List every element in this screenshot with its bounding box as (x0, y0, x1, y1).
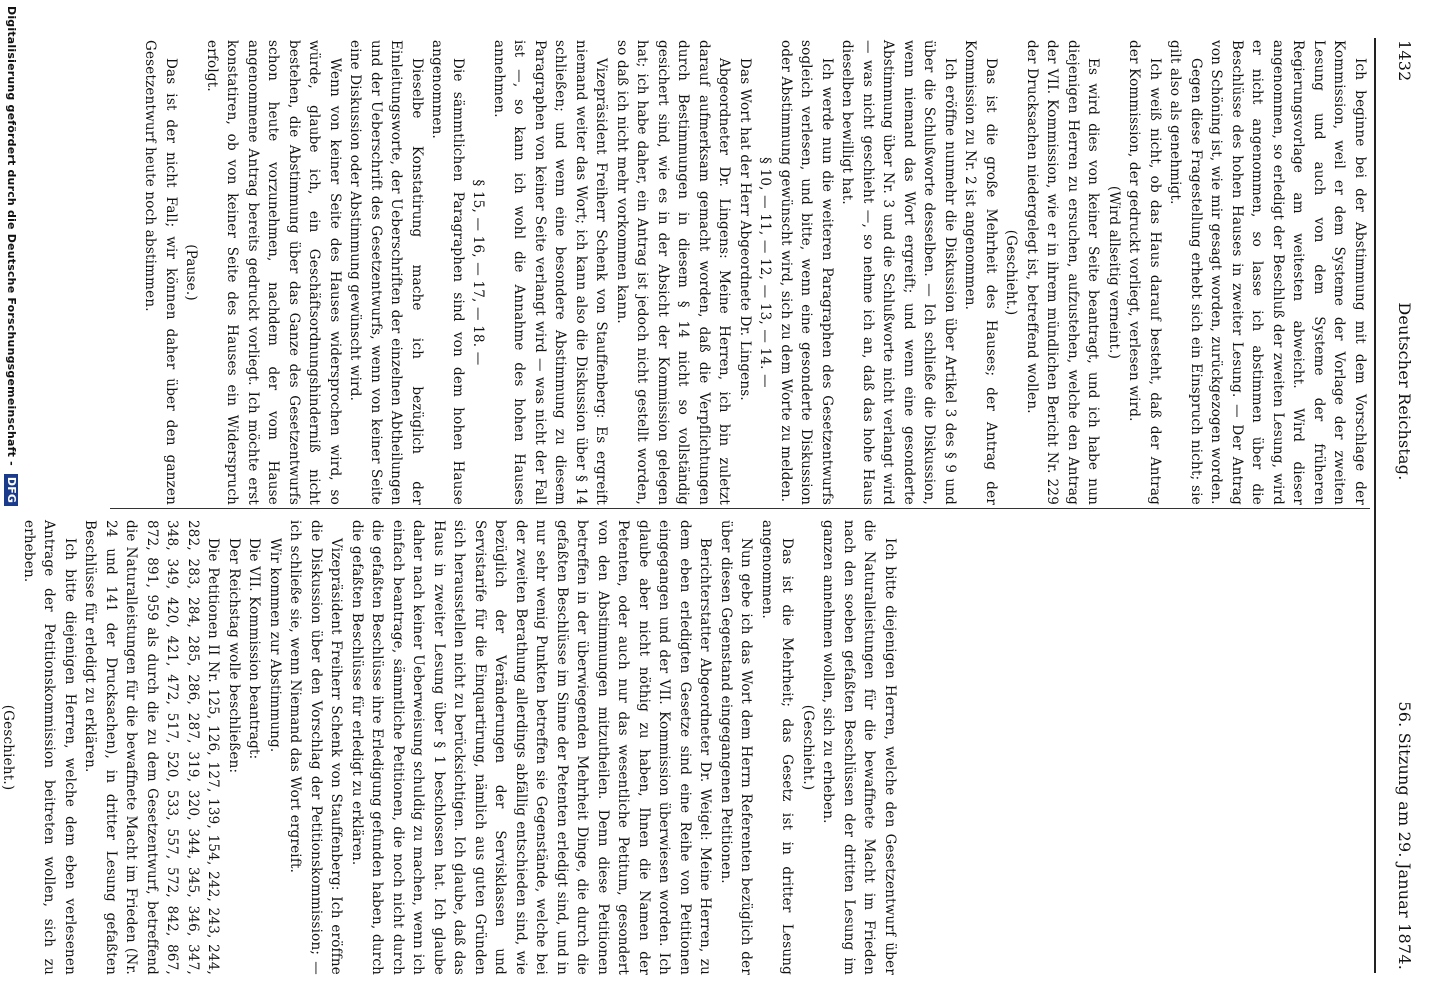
paragraph: Ich werde nun die weiteren Paragraphen des Gesetzentwurfs sogleich verlesen, und bitte, wenn eine gesonderte Diskussion oder Abstimmung gewünscht wird, sich zu dem Worte zu melden. (778, 40, 835, 505)
stage-note: (Wird allseitig verneint.) (1106, 185, 1122, 360)
paragraph: Das Wort hat der Herr Abgeordnete Dr. Lingens. (737, 58, 753, 401)
paragraph: Ich beginne bei der Abstimmung mit dem Vorschlage der Kommission, weil er dem Systeme der Vorlage der zweiten Lesung und auch von dem Systeme der früheren Regierungsvorlage am weitesten abweicht. Wird dieser angenommen, so erledigt der Beschluß der zweiten Lesung, wird er nicht angenommen, so lasse ich abstimmen über die Beschlüsse des hohen Hauses in zweiter Lesung. — Der Antrag von Schöning ist, wie mir gesagt worden, zurückgezogen worden. (1208, 40, 1368, 505)
paragraph: Ich eröffne nunmehr die Diskussion über Artikel 3 des § 9 und über die Schlußworte desselben. — Ich schließe die Diskussion, wenn niemand das Wort ergreift; und wenn eine gesonderte Abstimmung über Nr. 3 und die Schlußworte nicht verlangt wird — was nicht geschieht —, so nehme ich an, daß das hohe Haus dieselben bewilligt hat. (839, 40, 958, 505)
page-number: 1432 (1395, 40, 1414, 82)
credit-text: Digitalisierung gefördert durch die Deutsche Forschungsgemeinschaft - (5, 6, 18, 466)
paragraph: Ich bitte diejenigen Herren, welche den Gesetzentwurf über die Naturalleistungen für die bewaffnete Macht im Frieden nach den soeben gefaßten Beschlüssen der dritten Lesung im ganzen annehmen wollen, sich zu erheben. (820, 520, 898, 975)
paragraph: Die sämmtlichen Paragraphen sind von dem hohen Hause angenommen. (429, 40, 466, 505)
page-header (1380, 0, 1420, 1000)
dfg-logo-icon: DFG (4, 474, 18, 506)
paragraph: Das ist die große Mehrheit des Hauses; der Antrag der Kommission zu Nr. 2 ist angenommen. (962, 40, 999, 505)
paragraph: Ich weiß nicht, ob das Haus darauf besteht, daß der Antrag der Kommission, der gedruckt vorliegt, verlesen wird. (1126, 40, 1163, 505)
paragraph-list: § 10, — 11, — 12, — 13, — 14. — (757, 157, 774, 388)
paragraph: Es wird dies von keiner Seite beantragt, und ich habe nun diejenigen Herren zu ersuchen, aufzustehen, welche den Antrag der VII. Kommission, wie er in ihrem mündlichen Bericht Nr. 229 der Drucksachen niedergelegt ist, betreffend wollen. (1024, 40, 1102, 505)
session-date: 56. Sitzung am 29. Januar 1874. (1395, 701, 1414, 970)
header-rule (1374, 38, 1376, 973)
stage-note: (Pause.) (183, 244, 200, 301)
paragraph: Berichterstatter Abgeordneter Dr. Weigel: Meine Herren, zu dem eben erledigten Gesetze sind eine Reihe von Petitionen eingegangen und der VII. Kommission überwiesen worden. Ich glaube aber nicht nöthig zu haben, Ihnen die Namen der Petenten, oder auch nur das wesentliche Petitum, gesondert von den Abstimmungen mitzutheilen. Denn diese Petitionen betreffen in der überwiegenden Mehrheit Dinge, die durch die gefaßten Beschlüsse im Sinne der Petenten erledigt sind, und in nur sehr wenig Punkten betreffen sie Gegenstände, welche bei der zweiten Berathung allerdings abfällig entschieden sind, wie bezüglich der Veränderungen der Servisklassen und Servistarife für die Einquartirung, nämlich aus guten Gründen sich herausstellen nicht zu berücksichtigen. Ich glaube, daß das Haus in zweiter Lesung über § 1 beschlossen hat. Ich glaube daher nach keiner Ueberweisung schuldig zu machen, wenn ich einfach beantrage, sämmtliche Petitionen, die noch nicht durch die gefaßten Beschlüsse ihre Erledigung gefunden haben, durch die gefaßten Beschlüsse für erledigt zu erklären. (349, 520, 714, 975)
paragraph: Vizepräsident Freiherr Schenk von Stauffenberg: Es ergreift niemand weiter das Wort; ich kann also die Diskussion über § 14 schließen; und wenn eine besondere Abstimmung zu diesem Paragraphen von keiner Seite verlangt wird — was nicht der Fall ist —, so kann ich wohl die Annahme des hohen Hauses annehmen. (491, 40, 610, 505)
paragraph: Nun gebe ich das Wort dem Herrn Referenten bezüglich der über diesen Gegenstand eingegangenen Petitionen. (718, 520, 755, 975)
digitization-credit (0, 0, 26, 1000)
paragraph: Ich bitte diejenigen Herren, welche dem eben verlesenen Antrage der Petitionskommission beitreten wollen, sich zu erheben. (21, 520, 78, 975)
paragraph: Die Petitionen II Nr. 125, 126, 127, 139, 154, 242, 243, 244, 282, 283, 284, 285, 286, 287, 319, 320, 344, 345, 346, 347, 348, 349, 420, 421, 472, 517, 520, 533, 557, 572, 842, 867, 872, 891, 959 als durch die zu dem Gesetzentwurf, betreffend die Naturalleistungen für die bewaffnete Macht im Frieden (Nr. 24 und 141 der Drucksachen), in dritter Lesung gefaßten Beschlüsse für erledigt zu erklären. (82, 520, 222, 975)
paragraph-list: § 15, — 16, — 17, — 18. — (470, 179, 487, 366)
paragraph: Wir kommen zur Abstimmung. (267, 538, 283, 753)
paragraph: Das ist der nicht Fall; wir können daher über den ganzen Gesetzentwurf heute noch abstimmen. (142, 40, 179, 505)
publication-title: Deutscher Reichstag. (1395, 302, 1414, 481)
paragraph: Der Reichstag wolle beschließen: (226, 538, 242, 774)
paragraph: Das ist die Mehrheit; das Gesetz ist in dritter Lesung angenommen. (759, 520, 796, 975)
paragraph: Wenn von keiner Seite des Hauses widersprochen wird, so würde, glaube ich, ein Geschäftsordnungshinderniß nicht bestehen, die Abstimmung über das Ganze des Gesetzentwurfs schon heute vorzunehmen, nachdem der vom Hause angenommene Antrag bereits gedruckt vorliegt. Ich möchte erst konstatiren, ob von keiner Seite des Hauses ein Widerspruch erfolgt. (204, 40, 343, 505)
paragraph: Dieselbe Konstatirung mache ich bezüglich der Einleitungsworte, der Ueberschriften der einzelnen Abtheilungen und der Ueberschrift des Gesetzentwurfs, wenn von keiner Seite eine Diskussion oder Abstimmung gewünscht wird. (347, 40, 425, 505)
paragraph: Gegen diese Fragestellung erhebt sich ein Einspruch nicht; sie gilt also als genehmigt. (1167, 40, 1204, 505)
stage-note: (Geschieht.) (800, 704, 816, 791)
stage-note: (Geschieht.) (0, 704, 17, 791)
paragraph: Vizepräsident Freiherr Schenk von Stauffenberg: Ich eröffne die Diskussion über den Vorschlag der Petitionskommission; — ich schließe sie, wenn Niemand das Wort ergreift. (287, 520, 345, 975)
stage-note: (Geschieht.) (1003, 229, 1020, 316)
paragraph: Die VII. Kommission beantragt: (246, 538, 263, 760)
paragraph: Abgeordneter Dr. Lingens: Meine Herren, ich bin zuletzt darauf aufmerksam gemacht worden, daß die Verpflichtungen durch Bestimmungen in diesem § 14 nicht so vollständig gesichert sind, wie es in der Absicht der Kommission gelegen hat; ich habe daher, ein Antrag ist jedoch nicht gestellt worden, so daß ich nicht mehr vorkommen kann. (614, 40, 733, 505)
